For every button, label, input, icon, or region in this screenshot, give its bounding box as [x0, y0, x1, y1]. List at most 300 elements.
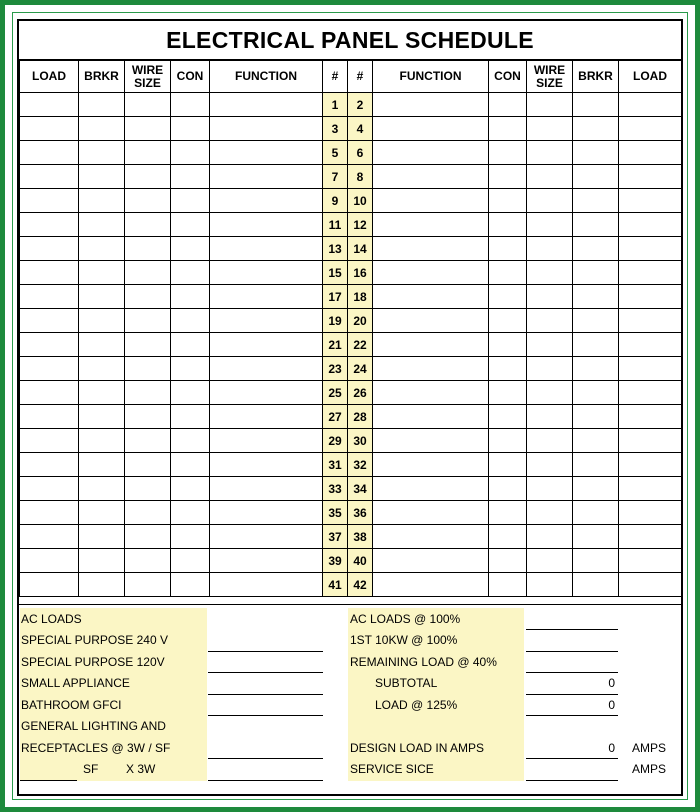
wire-size-right-cell[interactable] [527, 213, 573, 237]
wire-size-right-cell[interactable] [527, 453, 573, 477]
function-left-cell[interactable] [210, 477, 323, 501]
load-right-cell[interactable] [619, 309, 682, 333]
table-row [20, 261, 682, 285]
function-right-cell[interactable] [373, 429, 489, 453]
wire-size-right-cell[interactable] [527, 501, 573, 525]
function-left-cell[interactable] [210, 117, 323, 141]
con-left-cell[interactable] [171, 141, 210, 165]
circuit-number-odd: 21 [323, 333, 348, 357]
header-load-left: LOAD [20, 61, 79, 93]
load-left-cell[interactable] [20, 237, 79, 261]
circuit-number-even: 10 [348, 189, 373, 213]
load-left-cell[interactable] [20, 261, 79, 285]
service-size-unit: AMPS [632, 762, 667, 776]
circuit-number-odd: 11 [323, 213, 348, 237]
entry-line-ac-100 [526, 629, 618, 630]
header-con-left: CON [171, 61, 210, 93]
load-left-cell[interactable] [20, 141, 79, 165]
table-row [20, 141, 682, 165]
wire-size-left-cell[interactable] [125, 381, 171, 405]
table-row [20, 381, 682, 405]
wire-size-left-cell[interactable] [125, 117, 171, 141]
circuit-number-odd: 31 [323, 453, 348, 477]
brkr-right-cell[interactable] [573, 285, 619, 309]
subtotal-value: 0 [608, 676, 615, 690]
load-right-cell[interactable] [619, 357, 682, 381]
function-right-cell[interactable] [373, 285, 489, 309]
load-left-cell[interactable] [20, 501, 79, 525]
function-left-cell[interactable] [210, 429, 323, 453]
function-left-cell[interactable] [210, 333, 323, 357]
circuit-number-even: 16 [348, 261, 373, 285]
circuit-number-even: 8 [348, 165, 373, 189]
brkr-right-cell[interactable] [573, 453, 619, 477]
label-first-10kw: 1ST 10KW @ 100% [350, 633, 458, 647]
brkr-right-cell[interactable] [573, 333, 619, 357]
table-row [20, 213, 682, 237]
function-left-cell[interactable] [210, 237, 323, 261]
header-wire-size-left [125, 61, 171, 93]
wire-size-right-cell[interactable] [527, 189, 573, 213]
function-left-cell[interactable] [210, 285, 323, 309]
table-row [20, 93, 682, 117]
con-left-cell[interactable] [171, 261, 210, 285]
wire-size-right-cell[interactable] [527, 573, 573, 597]
brkr-left-cell[interactable] [79, 453, 125, 477]
brkr-right-cell[interactable] [573, 381, 619, 405]
con-right-cell[interactable] [489, 549, 527, 573]
function-right-cell[interactable] [373, 93, 489, 117]
label-bathroom-gfci: BATHROOM GFCI [21, 698, 122, 712]
header-number-right: # [348, 61, 373, 93]
brkr-left-cell[interactable] [79, 93, 125, 117]
load-right-cell[interactable] [619, 525, 682, 549]
table-row [20, 501, 682, 525]
wire-size-right-cell[interactable] [527, 237, 573, 261]
label-receptacles: RECEPTACLES @ 3W / SF [21, 741, 171, 755]
load-right-cell[interactable] [619, 285, 682, 309]
brkr-left-cell[interactable] [79, 501, 125, 525]
brkr-left-cell[interactable] [79, 381, 125, 405]
load-right-cell[interactable] [619, 573, 682, 597]
load-right-cell[interactable] [619, 165, 682, 189]
function-left-cell[interactable] [210, 93, 323, 117]
table-row [20, 525, 682, 549]
load-right-cell[interactable] [619, 117, 682, 141]
load-left-cell[interactable] [20, 189, 79, 213]
circuit-number-even: 26 [348, 381, 373, 405]
con-left-cell[interactable] [171, 237, 210, 261]
brkr-left-cell[interactable] [79, 261, 125, 285]
function-left-cell[interactable] [210, 501, 323, 525]
wire-size-left-cell[interactable] [125, 93, 171, 117]
circuit-number-odd: 7 [323, 165, 348, 189]
table-row [20, 309, 682, 333]
label-subtotal: SUBTOTAL [375, 676, 438, 690]
function-left-cell[interactable] [210, 525, 323, 549]
brkr-left-cell[interactable] [79, 165, 125, 189]
con-left-cell[interactable] [171, 525, 210, 549]
brkr-left-cell[interactable] [79, 285, 125, 309]
circuit-number-odd: 15 [323, 261, 348, 285]
circuit-number-even: 2 [348, 93, 373, 117]
label-design-load: DESIGN LOAD IN AMPS [350, 741, 485, 755]
schedule-table [19, 60, 682, 597]
function-right-cell[interactable] [373, 573, 489, 597]
wire-size-left-cell[interactable] [125, 237, 171, 261]
brkr-right-cell[interactable] [573, 117, 619, 141]
entry-line-service-size [526, 780, 618, 781]
function-right-cell[interactable] [373, 261, 489, 285]
wire-size-left-cell[interactable] [125, 453, 171, 477]
load-left-cell[interactable] [20, 333, 79, 357]
circuit-number-odd: 17 [323, 285, 348, 309]
circuit-number-odd: 1 [323, 93, 348, 117]
design-load-unit: AMPS [632, 741, 667, 755]
load-left-cell[interactable] [20, 309, 79, 333]
load-left-cell[interactable] [20, 285, 79, 309]
wire-size-left-cell[interactable] [125, 189, 171, 213]
wire-size-left-cell[interactable] [125, 501, 171, 525]
con-right-cell[interactable] [489, 165, 527, 189]
label-x3w: X 3W [126, 762, 156, 776]
function-left-cell[interactable] [210, 405, 323, 429]
wire-size-right-cell[interactable] [527, 93, 573, 117]
function-left-cell[interactable] [210, 261, 323, 285]
circuit-number-even: 32 [348, 453, 373, 477]
function-right-cell[interactable] [373, 333, 489, 357]
circuit-number-even: 20 [348, 309, 373, 333]
circuit-number-even: 6 [348, 141, 373, 165]
brkr-right-cell[interactable] [573, 525, 619, 549]
load-right-cell[interactable] [619, 549, 682, 573]
con-right-cell[interactable] [489, 477, 527, 501]
label-load-125: LOAD @ 125% [375, 698, 458, 712]
function-left-cell[interactable] [210, 165, 323, 189]
circuit-number-even: 22 [348, 333, 373, 357]
label-special-purpose-120: SPECIAL PURPOSE 120V [21, 655, 165, 669]
con-left-cell[interactable] [171, 333, 210, 357]
label-special-purpose-240: SPECIAL PURPOSE 240 V [21, 633, 168, 647]
con-left-cell[interactable] [171, 405, 210, 429]
function-right-cell[interactable] [373, 117, 489, 141]
circuit-number-odd: 27 [323, 405, 348, 429]
circuit-number-odd: 3 [323, 117, 348, 141]
circuit-number-odd: 13 [323, 237, 348, 261]
con-left-cell[interactable] [171, 453, 210, 477]
brkr-left-cell[interactable] [79, 117, 125, 141]
function-right-cell[interactable] [373, 525, 489, 549]
circuit-number-odd: 39 [323, 549, 348, 573]
function-right-cell[interactable] [373, 309, 489, 333]
function-right-cell[interactable] [373, 453, 489, 477]
wire-size-left-cell[interactable] [125, 357, 171, 381]
label-remaining-load: REMAINING LOAD @ 40% [350, 655, 497, 669]
wire-size-right-cell[interactable] [527, 549, 573, 573]
wire-size-right-cell[interactable] [527, 357, 573, 381]
load-right-cell[interactable] [619, 141, 682, 165]
brkr-right-cell[interactable] [573, 141, 619, 165]
label-small-appliance: SMALL APPLIANCE [21, 676, 130, 690]
con-left-cell[interactable] [171, 165, 210, 189]
function-right-cell[interactable] [373, 381, 489, 405]
brkr-right-cell[interactable] [573, 213, 619, 237]
function-right-cell[interactable] [373, 357, 489, 381]
page-title: ELECTRICAL PANEL SCHEDULE [19, 21, 681, 60]
load-left-cell[interactable] [20, 477, 79, 501]
circuit-number-even: 4 [348, 117, 373, 141]
wire-size-left-cell[interactable] [125, 477, 171, 501]
wire-size-left-cell[interactable] [125, 141, 171, 165]
circuit-number-odd: 19 [323, 309, 348, 333]
brkr-left-cell[interactable] [79, 141, 125, 165]
header-number-left: # [323, 61, 348, 93]
load-left-cell[interactable] [20, 525, 79, 549]
brkr-right-cell[interactable] [573, 189, 619, 213]
wire-size-left-cell[interactable] [125, 165, 171, 189]
entry-line-sf-total [208, 780, 323, 781]
wire-size-right-cell[interactable] [527, 285, 573, 309]
wire-size-right-cell[interactable] [527, 405, 573, 429]
wire-size-left-cell[interactable] [125, 525, 171, 549]
circuit-number-odd: 41 [323, 573, 348, 597]
table-row [20, 333, 682, 357]
table-row [20, 453, 682, 477]
load-calculation-section [19, 604, 681, 794]
wire-size-right-cell[interactable] [527, 477, 573, 501]
wire-size-right-cell[interactable] [527, 525, 573, 549]
table-row [20, 165, 682, 189]
table-row [20, 405, 682, 429]
load-right-cell[interactable] [619, 261, 682, 285]
circuit-number-odd: 23 [323, 357, 348, 381]
entry-line-receptacles [208, 758, 323, 759]
label-service-size: SERVICE SICE [350, 762, 434, 776]
circuit-number-even: 40 [348, 549, 373, 573]
wire-size-left-cell[interactable] [125, 573, 171, 597]
brkr-left-cell[interactable] [79, 309, 125, 333]
function-right-cell[interactable] [373, 189, 489, 213]
con-left-cell[interactable] [171, 549, 210, 573]
design-load-value: 0 [608, 741, 615, 755]
function-left-cell[interactable] [210, 309, 323, 333]
brkr-right-cell[interactable] [573, 549, 619, 573]
con-right-cell[interactable] [489, 525, 527, 549]
wire-size-right-cell[interactable] [527, 333, 573, 357]
brkr-right-cell[interactable] [573, 93, 619, 117]
function-left-cell[interactable] [210, 381, 323, 405]
circuit-number-odd: 29 [323, 429, 348, 453]
load-left-cell[interactable] [20, 117, 79, 141]
brkr-left-cell[interactable] [79, 357, 125, 381]
function-right-cell[interactable] [373, 477, 489, 501]
con-right-cell[interactable] [489, 261, 527, 285]
table-row [20, 189, 682, 213]
header-row [20, 61, 682, 93]
brkr-right-cell[interactable] [573, 261, 619, 285]
wire-size-left-cell[interactable] [125, 285, 171, 309]
brkr-right-cell[interactable] [573, 429, 619, 453]
brkr-right-cell[interactable] [573, 309, 619, 333]
con-right-cell[interactable] [489, 453, 527, 477]
brkr-left-cell[interactable] [79, 189, 125, 213]
function-left-cell[interactable] [210, 189, 323, 213]
load-left-cell[interactable] [20, 93, 79, 117]
con-right-cell[interactable] [489, 117, 527, 141]
load-right-cell[interactable] [619, 429, 682, 453]
brkr-right-cell[interactable] [573, 165, 619, 189]
con-left-cell[interactable] [171, 309, 210, 333]
load-left-cell[interactable] [20, 429, 79, 453]
header-con-right: CON [489, 61, 527, 93]
entry-line-first-10kw [526, 651, 618, 652]
load-left-cell[interactable] [20, 453, 79, 477]
brkr-right-cell[interactable] [573, 357, 619, 381]
con-right-cell[interactable] [489, 189, 527, 213]
wire-size-right-cell[interactable] [527, 117, 573, 141]
con-left-cell[interactable] [171, 117, 210, 141]
function-left-cell[interactable] [210, 453, 323, 477]
brkr-left-cell[interactable] [79, 333, 125, 357]
function-right-cell[interactable] [373, 141, 489, 165]
con-left-cell[interactable] [171, 501, 210, 525]
brkr-left-cell[interactable] [79, 477, 125, 501]
function-left-cell[interactable] [210, 213, 323, 237]
load-left-cell[interactable] [20, 573, 79, 597]
entry-line-special-120 [208, 672, 323, 673]
load-right-cell[interactable] [619, 213, 682, 237]
con-right-cell[interactable] [489, 501, 527, 525]
con-left-cell[interactable] [171, 189, 210, 213]
load-right-cell[interactable] [619, 501, 682, 525]
function-right-cell[interactable] [373, 549, 489, 573]
function-right-cell[interactable] [373, 237, 489, 261]
circuit-number-even: 12 [348, 213, 373, 237]
label-general-lighting: GENERAL LIGHTING AND [21, 719, 166, 733]
table-row [20, 237, 682, 261]
con-right-cell[interactable] [489, 405, 527, 429]
wire-size-left-cell[interactable] [125, 429, 171, 453]
load-right-cell[interactable] [619, 381, 682, 405]
wire-size-right-cell[interactable] [527, 165, 573, 189]
load-right-cell[interactable] [619, 333, 682, 357]
function-left-cell[interactable] [210, 573, 323, 597]
con-right-cell[interactable] [489, 429, 527, 453]
con-right-cell[interactable] [489, 213, 527, 237]
con-left-cell[interactable] [171, 477, 210, 501]
load-right-cell[interactable] [619, 477, 682, 501]
brkr-right-cell[interactable] [573, 573, 619, 597]
wire-size-left-cell[interactable] [125, 309, 171, 333]
brkr-left-cell[interactable] [79, 549, 125, 573]
con-left-cell[interactable] [171, 381, 210, 405]
con-right-cell[interactable] [489, 141, 527, 165]
brkr-left-cell[interactable] [79, 237, 125, 261]
wire-size-left-cell[interactable] [125, 549, 171, 573]
circuit-number-even: 28 [348, 405, 373, 429]
brkr-left-cell[interactable] [79, 405, 125, 429]
con-left-cell[interactable] [171, 213, 210, 237]
brkr-right-cell[interactable] [573, 237, 619, 261]
wire-size-right-cell[interactable] [527, 261, 573, 285]
con-right-cell[interactable] [489, 93, 527, 117]
function-right-cell[interactable] [373, 501, 489, 525]
con-right-cell[interactable] [489, 573, 527, 597]
circuit-number-odd: 5 [323, 141, 348, 165]
brkr-left-cell[interactable] [79, 573, 125, 597]
wire-size-left-cell[interactable] [125, 333, 171, 357]
header-brkr-right: BRKR [573, 61, 619, 93]
wire-size-right-cell[interactable] [527, 381, 573, 405]
load-left-cell[interactable] [20, 549, 79, 573]
con-right-cell[interactable] [489, 381, 527, 405]
wire-size-left-cell[interactable] [125, 261, 171, 285]
con-left-cell[interactable] [171, 285, 210, 309]
load-right-cell[interactable] [619, 189, 682, 213]
con-right-cell[interactable] [489, 309, 527, 333]
circuit-number-even: 30 [348, 429, 373, 453]
wire-size-right-cell[interactable] [527, 309, 573, 333]
brkr-left-cell[interactable] [79, 213, 125, 237]
wire-size-right-cell[interactable] [527, 141, 573, 165]
load-right-cell[interactable] [619, 453, 682, 477]
wire-size-right-cell[interactable] [527, 429, 573, 453]
wire-size-left-cell[interactable] [125, 405, 171, 429]
load-left-cell[interactable] [20, 381, 79, 405]
brkr-left-cell[interactable] [79, 525, 125, 549]
load-left-cell[interactable] [20, 357, 79, 381]
con-right-cell[interactable] [489, 333, 527, 357]
con-right-cell[interactable] [489, 237, 527, 261]
load-left-cell[interactable] [20, 165, 79, 189]
con-left-cell[interactable] [171, 357, 210, 381]
circuit-number-even: 38 [348, 525, 373, 549]
con-right-cell[interactable] [489, 285, 527, 309]
load-left-cell[interactable] [20, 213, 79, 237]
brkr-right-cell[interactable] [573, 477, 619, 501]
table-row [20, 429, 682, 453]
wire-size-left-cell[interactable] [125, 213, 171, 237]
label-sf: SF [83, 762, 99, 776]
load-right-cell[interactable] [619, 237, 682, 261]
function-right-cell[interactable] [373, 213, 489, 237]
con-right-cell[interactable] [489, 357, 527, 381]
sf-input-line [20, 780, 77, 781]
circuit-number-odd: 33 [323, 477, 348, 501]
function-left-cell[interactable] [210, 141, 323, 165]
con-left-cell[interactable] [171, 93, 210, 117]
load-left-cell[interactable] [20, 405, 79, 429]
load-right-cell[interactable] [619, 93, 682, 117]
brkr-right-cell[interactable] [573, 405, 619, 429]
function-right-cell[interactable] [373, 165, 489, 189]
circuit-number-even: 34 [348, 477, 373, 501]
function-left-cell[interactable] [210, 357, 323, 381]
function-left-cell[interactable] [210, 549, 323, 573]
entry-line-small-appliance [208, 694, 323, 695]
circuit-number-even: 42 [348, 573, 373, 597]
header-function-right: FUNCTION [373, 61, 489, 93]
con-left-cell[interactable] [171, 429, 210, 453]
brkr-right-cell[interactable] [573, 501, 619, 525]
con-left-cell[interactable] [171, 573, 210, 597]
label-ac-loads: AC LOADS [21, 612, 82, 626]
brkr-left-cell[interactable] [79, 429, 125, 453]
function-right-cell[interactable] [373, 405, 489, 429]
circuit-number-odd: 25 [323, 381, 348, 405]
load-right-cell[interactable] [619, 405, 682, 429]
header-wire-size-right [527, 61, 573, 93]
